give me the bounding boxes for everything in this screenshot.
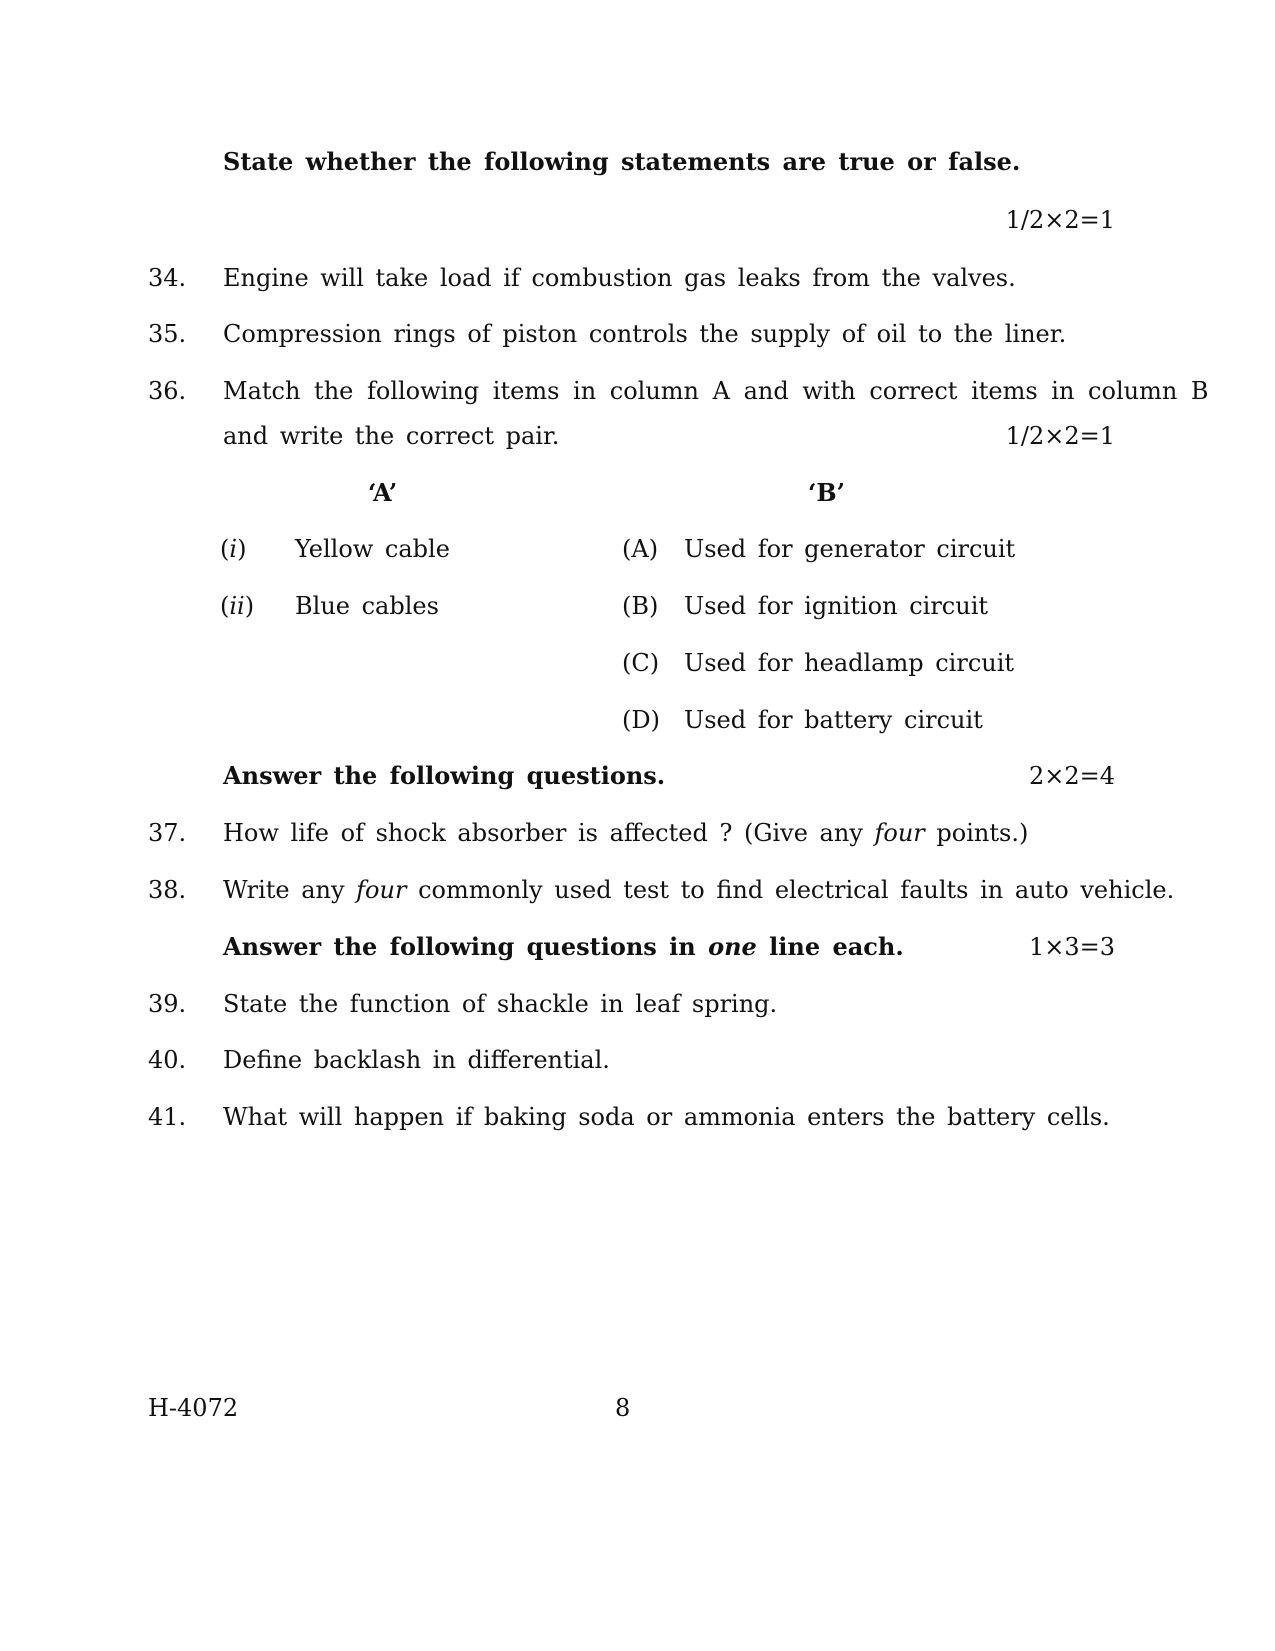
question-number: 35. bbox=[148, 320, 187, 348]
column-a-header: ‘A’ bbox=[368, 478, 398, 507]
section-heading-one-line: Answer the following questions in one line each. bbox=[223, 932, 904, 961]
column-b-label: (D) bbox=[622, 706, 660, 734]
section-marks-true-false: 1/2×2=1 bbox=[1005, 206, 1115, 234]
column-b-item: Used for generator circuit bbox=[684, 535, 1016, 563]
question-text: Match the following items in column A and with correct items in column B bbox=[223, 377, 1209, 405]
question-text-continued: and write the correct pair. bbox=[223, 422, 560, 450]
section-heading-answer: Answer the following questions. bbox=[223, 761, 666, 790]
question-number: 39. bbox=[148, 990, 187, 1018]
column-a-label: (i) bbox=[220, 535, 247, 563]
column-b-item: Used for headlamp circuit bbox=[684, 649, 1015, 677]
column-b-item: Used for battery circuit bbox=[684, 706, 983, 734]
question-number: 36. bbox=[148, 377, 187, 405]
question-text: State the function of shackle in leaf spring. bbox=[223, 990, 778, 1018]
question-text: Engine will take load if combustion gas leaks from the valves. bbox=[223, 264, 1016, 292]
column-b-header: ‘B’ bbox=[808, 478, 845, 507]
paper-code: H-4072 bbox=[148, 1394, 239, 1422]
question-text: What will happen if baking soda or ammonia enters the battery cells. bbox=[223, 1103, 1110, 1131]
question-number: 41. bbox=[148, 1103, 187, 1131]
question-text: Compression rings of piston controls the supply of oil to the liner. bbox=[223, 320, 1067, 348]
column-b-item: Used for ignition circuit bbox=[684, 592, 989, 620]
column-a-item: Blue cables bbox=[295, 592, 439, 620]
question-number: 40. bbox=[148, 1046, 187, 1074]
question-text: How life of shock absorber is affected ? (Give any four points.) bbox=[223, 819, 1029, 847]
question-number: 34. bbox=[148, 264, 187, 292]
column-b-label: (C) bbox=[622, 649, 660, 677]
question-marks: 1/2×2=1 bbox=[1005, 422, 1115, 450]
page-number: 8 bbox=[615, 1394, 631, 1422]
column-a-item: Yellow cable bbox=[295, 535, 450, 563]
question-number: 38. bbox=[148, 876, 187, 904]
section-marks-answer: 2×2=4 bbox=[1028, 762, 1115, 790]
column-b-label: (B) bbox=[622, 592, 659, 620]
section-heading-true-false: State whether the following statements are true or false. bbox=[223, 147, 1021, 176]
question-text: Define backlash in differential. bbox=[223, 1046, 610, 1074]
column-a-label: (ii) bbox=[220, 592, 255, 620]
column-b-label: (A) bbox=[622, 535, 659, 563]
section-marks-one-line: 1×3=3 bbox=[1028, 933, 1115, 961]
question-number: 37. bbox=[148, 819, 187, 847]
question-text: Write any four commonly used test to find electrical faults in auto vehicle. bbox=[223, 876, 1175, 904]
